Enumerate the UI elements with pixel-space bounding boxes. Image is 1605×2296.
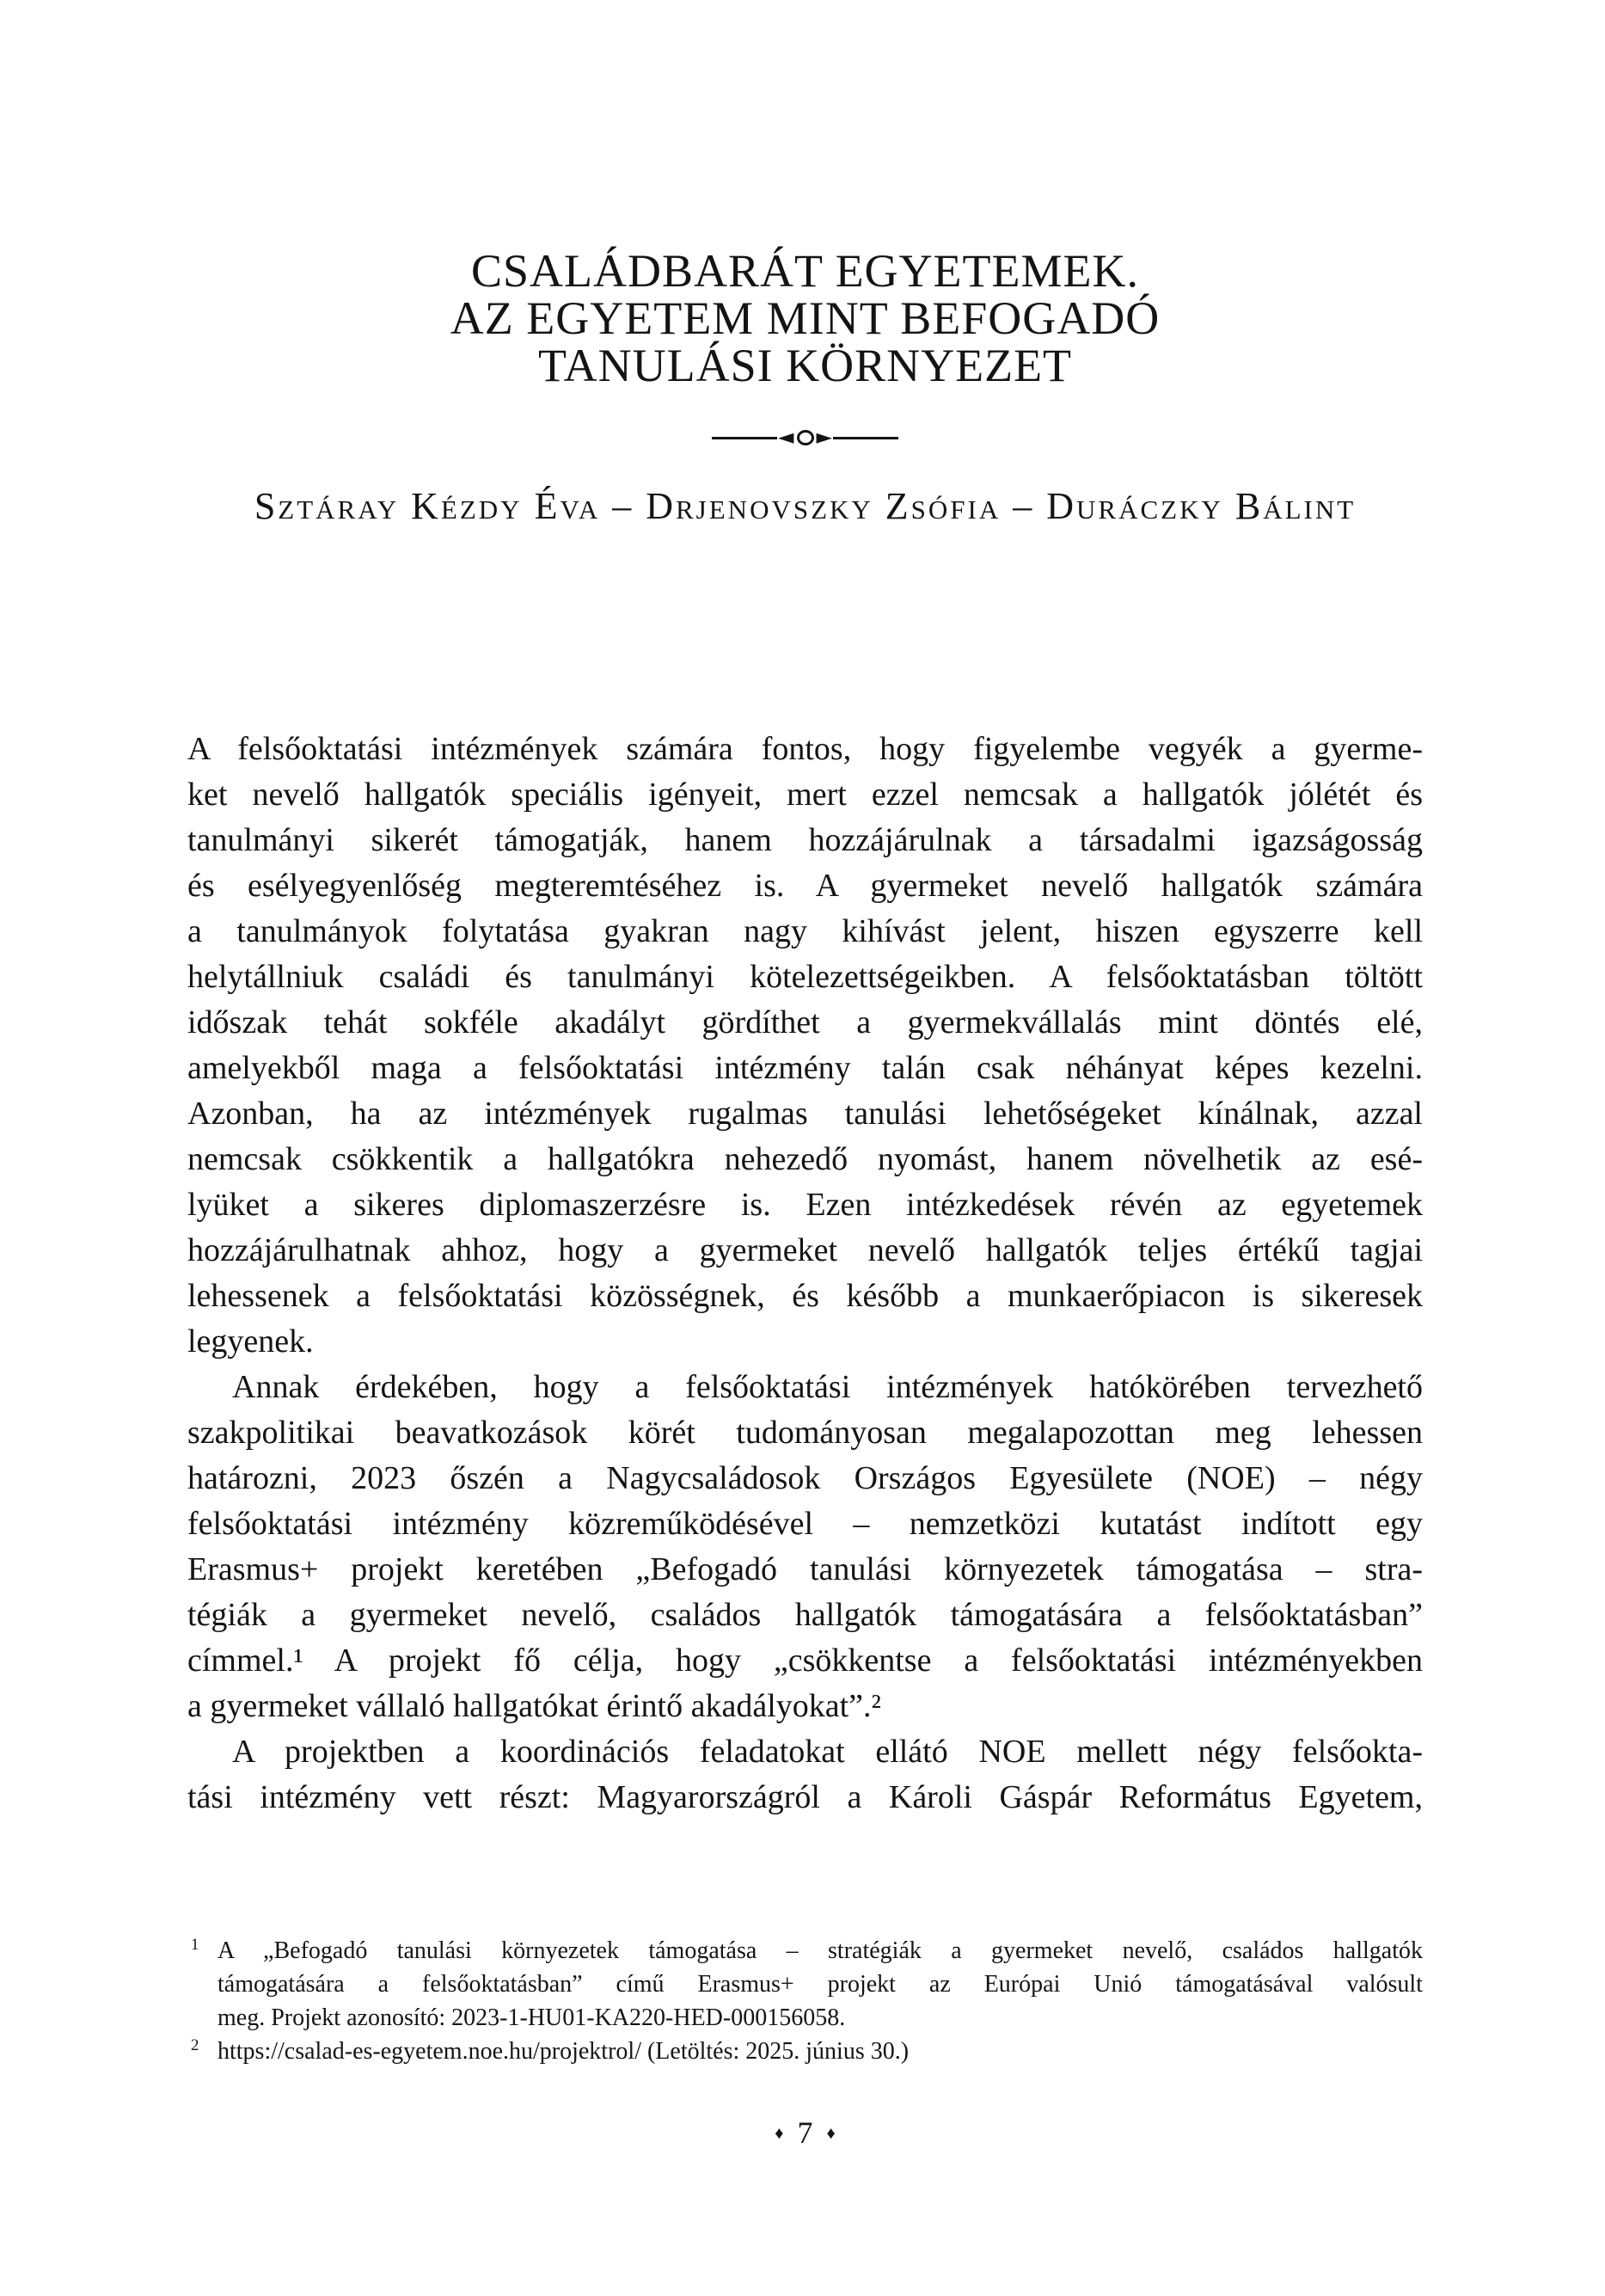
- footnote-line: https://csalad-es-egyetem.noe.hu/projektrol/ (Letöltés: 2025. június 30.): [217, 2038, 910, 2065]
- body-line: lyüket a sikeres diplomaszerzésre is. Ezen intézkedések révén az egyetemek: [187, 1187, 1423, 1223]
- body-line: lehessenek a felsőoktatási közösségnek, és később a munkaerőpiacon is sikeresek: [187, 1278, 1423, 1314]
- body-line: Azonban, ha az intézmények rugalmas tanulási lehetőségeket kínálnak, azzal: [187, 1096, 1423, 1132]
- footnotes-section: [187, 1934, 1423, 2068]
- body-line: ket nevelő hallgatók speciális igényeit, mert ezzel nemcsak a hallgatók jólétét és: [187, 777, 1423, 813]
- chapter-title: [187, 245, 1423, 391]
- circle-ornament-icon: [797, 430, 814, 445]
- footnote-marker: 1: [191, 1936, 199, 1954]
- body-line: tási intézmény vett részt: Magyarországról a Károli Gáspár Református Egyetem,: [187, 1779, 1423, 1815]
- title-line-2: AZ EGYETEM MINT BEFOGADÓ: [450, 292, 1161, 344]
- body-line: tégiák a gyermeket nevelő, családos hallgatók támogatására a felsőoktatásban”: [187, 1597, 1423, 1633]
- body-line: felsőoktatási intézmény közreműködésével – nemzetközi kutatást indított egy: [187, 1506, 1423, 1542]
- title-divider-ornament: [187, 425, 1423, 451]
- page-number: 7: [797, 2115, 813, 2150]
- body-line: A felsőoktatási intézmények számára fontos, hogy figyelembe vegyék a gyerme-: [187, 731, 1423, 767]
- body-line: Erasmus+ projekt keretében „Befogadó tanulási környezetek támogatása – stra-: [187, 1551, 1423, 1587]
- body-line: legyenek.: [187, 1323, 314, 1360]
- body-line: határozni, 2023 őszén a Nagycsaládosok Országos Egyesülete (NOE) – négy: [187, 1460, 1423, 1496]
- footer-ornament-left-icon: ♦: [775, 2124, 784, 2143]
- footnote: [187, 2035, 1423, 2068]
- page-footer: [187, 2114, 1423, 2152]
- body-line: helytállniuk családi és tanulmányi kötelezettségeikben. A felsőoktatásban töltött: [187, 959, 1423, 995]
- divider-rule-left: [712, 437, 777, 439]
- body-line: a gyermeket vállaló hallgatókat érintő akadályokat”.²: [187, 1688, 881, 1724]
- body-line: a tanulmányok folytatása gyakran nagy kihívást jelent, hiszen egyszerre kell: [187, 913, 1423, 949]
- footnote-line: meg. Projekt azonosító: 2023-1-HU01-KA220-HED-000156058.: [217, 2004, 846, 2031]
- authors-line: Sztáray Kézdy Éva – Drjenovszky Zsófia – Duráczky Bálint: [254, 485, 1357, 527]
- body-line: és esélyegyenlőség megteremtéséhez is. A gyermeket nevelő hallgatók számára: [187, 868, 1423, 904]
- body-text: [187, 727, 1423, 1820]
- footnote-line: A „Befogadó tanulási környezetek támogatása – stratégiák a gyermeket nevelő, családos hallgatók: [217, 1937, 1423, 1964]
- body-line: címmel.¹ A projekt fő célja, hogy „csökkentse a felsőoktatási intézményekben: [187, 1642, 1423, 1679]
- footer-ornament-right-icon: ♦: [826, 2124, 836, 2143]
- body-line: tanulmányi sikerét támogatják, hanem hozzájárulnak a társadalmi igazságosság: [187, 822, 1423, 858]
- body-line: időszak tehát sokféle akadályt gördíthet a gyermekvállalás mint döntés elé,: [187, 1004, 1423, 1041]
- body-line: A projektben a koordinációs feladatokat ellátó NOE mellett négy felsőokta-: [232, 1734, 1423, 1770]
- title-line-3: TANULÁSI KÖRNYEZET: [537, 340, 1073, 391]
- footnote-marker: 2: [191, 2036, 199, 2054]
- right-arrow-icon: ►: [816, 425, 832, 449]
- footnote-line: támogatására a felsőoktatásban” című Erasmus+ projekt az Európai Unió támogatásával valósult: [217, 1971, 1423, 1998]
- title-line-1: CSALÁDBARÁT EGYETEMEK.: [471, 245, 1139, 297]
- body-line: Annak érdekében, hogy a felsőoktatási intézmények hatókörében tervezhető: [232, 1369, 1423, 1405]
- footnote: [187, 1934, 1423, 2035]
- left-arrow-icon: ◄: [778, 425, 794, 449]
- body-line: hozzájárulhatnak ahhoz, hogy a gyermeket nevelő hallgatók teljes értékű tagjai: [187, 1232, 1423, 1268]
- body-line: szakpolitikai beavatkozások körét tudományosan megalapozottan meg lehessen: [187, 1415, 1423, 1451]
- divider-rule-right: [833, 437, 898, 439]
- body-line: amelyekből maga a felsőoktatási intézmény talán csak néhányat képes kezelni.: [187, 1050, 1423, 1086]
- body-line: nemcsak csökkentik a hallgatókra nehezedő nyomást, hanem növelhetik az esé-: [187, 1141, 1423, 1177]
